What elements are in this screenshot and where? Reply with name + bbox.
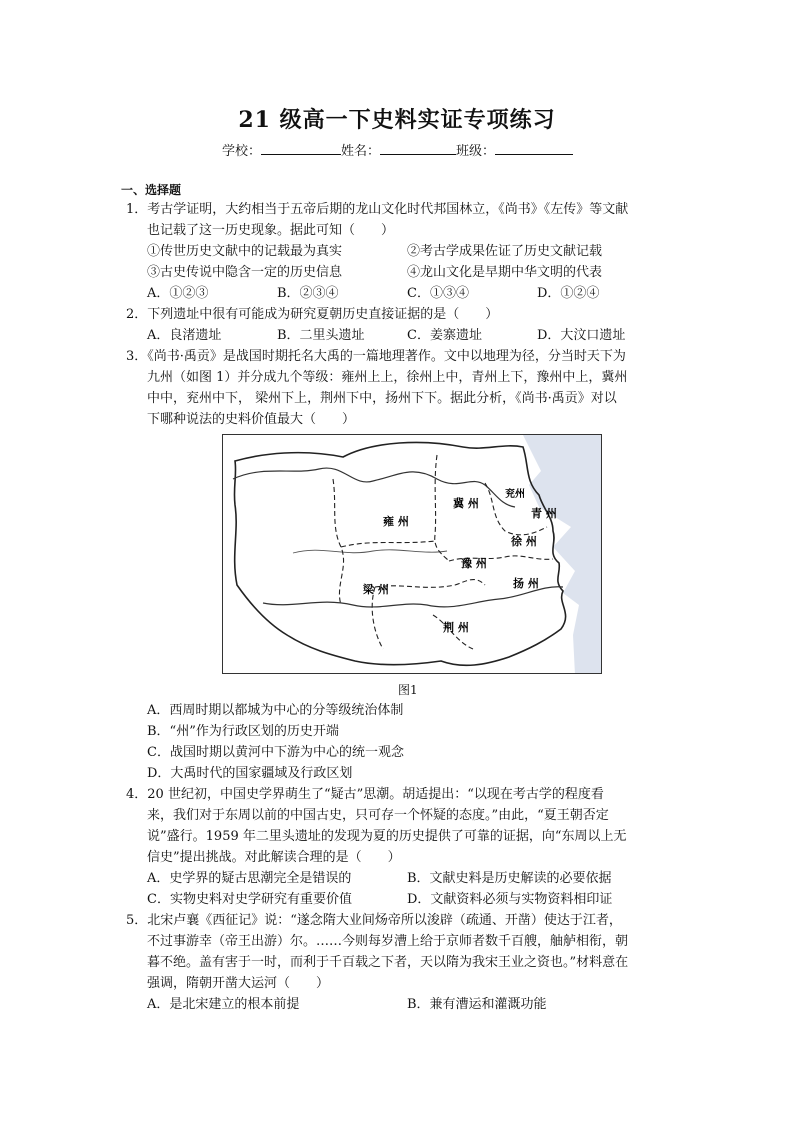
q3-option-d: D．大禹时代的国家疆域及行政区划 xyxy=(147,766,353,781)
label-yong: 雍 州 xyxy=(383,515,409,528)
q4-stem-line4: 信史”提出挑战。对此解读合理的是（ ） xyxy=(147,850,401,865)
q3-stem-line2: 九州（如图 1）并分成九个等级：雍州上上，徐州上中，青州上下，豫州中上，冀州 xyxy=(147,370,628,385)
boundary-liang-jing xyxy=(372,587,383,649)
class-blank xyxy=(495,142,573,155)
q1-option-c: C．①③④ xyxy=(407,286,469,301)
q2-stem: 2．下列遗址中很有可能成为研究夏朝历史直接证据的是（ ） xyxy=(126,307,499,322)
label-ji: 冀 州 xyxy=(453,497,479,510)
q1-option-a: A．①②③ xyxy=(147,286,209,301)
student-info-line xyxy=(222,140,573,159)
boundary-yu-north xyxy=(341,541,435,547)
name-label: 姓名： xyxy=(341,144,381,159)
figure-caption: 图1 xyxy=(398,683,418,697)
q4-option-a: A．史学界的疑古思潮完全是错误的 xyxy=(147,871,352,886)
section-heading: 一、选择题 xyxy=(121,183,182,197)
q5-stem-line2: 不过事游幸（帝王出游）尔。……今则每岁漕上给于京师者数千百艘，舳舻相衔，朝 xyxy=(147,934,629,949)
q1-option-d: D．①②④ xyxy=(537,286,600,301)
label-qing: 青 州 xyxy=(531,507,557,520)
q3-option-b: B．“州”作为行政区划的历史开端 xyxy=(147,724,339,739)
q2-option-d: D．大汶口遗址 xyxy=(537,328,626,343)
q1-statement-2: ②考古学成果佐证了历史文献记载 xyxy=(407,244,603,259)
q5-stem-line3: 暮不绝。盖有害于一时，而利于千百载之下者，天以隋为我宋王业之资也。”材料意在 xyxy=(147,955,629,970)
q2-option-c: C．姜寨遗址 xyxy=(407,328,482,343)
q5-stem-line4: 强调，隋朝开凿大运河（ ） xyxy=(147,976,330,991)
nine-provinces-map xyxy=(222,434,602,674)
q1-statement-1: ①传世历史文献中的记载最为真实 xyxy=(147,244,343,259)
label-yang: 扬 州 xyxy=(513,577,539,590)
q3-option-c: C．战国时期以黄河中下游为中心的统一观念 xyxy=(147,745,404,760)
q1-statement-3: ③古史传说中隐含一定的历史信息 xyxy=(147,265,343,280)
class-label: 班级： xyxy=(456,144,496,159)
school-blank xyxy=(261,142,341,155)
label-yu: 豫 州 xyxy=(461,557,487,570)
q1-statement-4: ④龙山文化是早期中华文明的代表 xyxy=(407,265,603,280)
map-drawing xyxy=(223,435,602,674)
q5-option-b: B．兼有漕运和灌溉功能 xyxy=(407,997,547,1012)
boundary-yong-liang xyxy=(333,479,344,605)
q5-stem-line1: 5．北宋卢襄《西征记》说：“遂念隋大业间炀帝所以浚辟（疏通、开凿）使达于江者， xyxy=(126,913,622,928)
q4-stem-line2: 来，我们对于东周以前的中国古史，只可存一个怀疑的态度。”由此，“夏王朝否定 xyxy=(147,808,609,823)
q4-option-c: C．实物史料对史学研究有重要价值 xyxy=(147,892,352,907)
label-yan: 兖州 xyxy=(505,489,525,500)
sea-area xyxy=(523,435,602,674)
q3-option-a: A．西周时期以都城为中心的分等级统治体制 xyxy=(147,703,404,718)
outer-boundary xyxy=(234,442,565,665)
q2-option-a: A．良渚遗址 xyxy=(147,328,222,343)
school-label: 学校： xyxy=(222,144,262,159)
river-segment xyxy=(293,550,447,553)
q2-option-b: B．二里头遗址 xyxy=(277,328,365,343)
name-blank xyxy=(380,142,456,155)
label-liang: 梁 州 xyxy=(363,583,389,596)
q4-option-d: D．文献资料必须与实物资料相印证 xyxy=(407,892,613,907)
q3-stem-line1: 3．《尚书·禹贡》是战国时期托名大禹的一篇地理著作。文中以地理为径，分当时天下为 xyxy=(126,349,626,364)
q1-stem-line1: 1．考古学证明，大约相当于五帝后期的龙山文化时代邦国林立，《尚书》《左传》等文献 xyxy=(126,202,629,217)
q1-stem-line2: 也记载了这一历史现象。据此可知（ ） xyxy=(147,223,395,238)
boundary-yong-ji xyxy=(435,455,449,561)
q5-option-a: A．是北宋建立的根本前提 xyxy=(147,997,300,1012)
q3-stem-line3: 中中，兖州中下， 梁州下上，荆州下中，扬州下下。据此分析，《尚书·禹贡》对以 xyxy=(147,391,617,406)
q3-stem-line4: 下哪种说法的史料价值最大（ ） xyxy=(147,412,356,427)
page-title: 21 级高一下史料实证专项练习 xyxy=(238,107,556,133)
label-xu: 徐 州 xyxy=(511,535,537,548)
q1-option-b: B．②③④ xyxy=(277,286,339,301)
boundary-yu-jing xyxy=(375,580,485,588)
q4-stem-line1: 4．20 世纪初，中国史学界萌生了“疑古”思潮。胡适提出：“以现在考古学的程度看 xyxy=(126,787,604,802)
q4-stem-line3: 说”盛行。1959 年二里头遗址的发现为夏的历史提供了可靠的证据，向“东周以上无 xyxy=(147,829,627,844)
label-jing: 荆 州 xyxy=(443,621,469,634)
q4-option-b: B．文献史料是历史解读的必要依据 xyxy=(407,871,612,886)
